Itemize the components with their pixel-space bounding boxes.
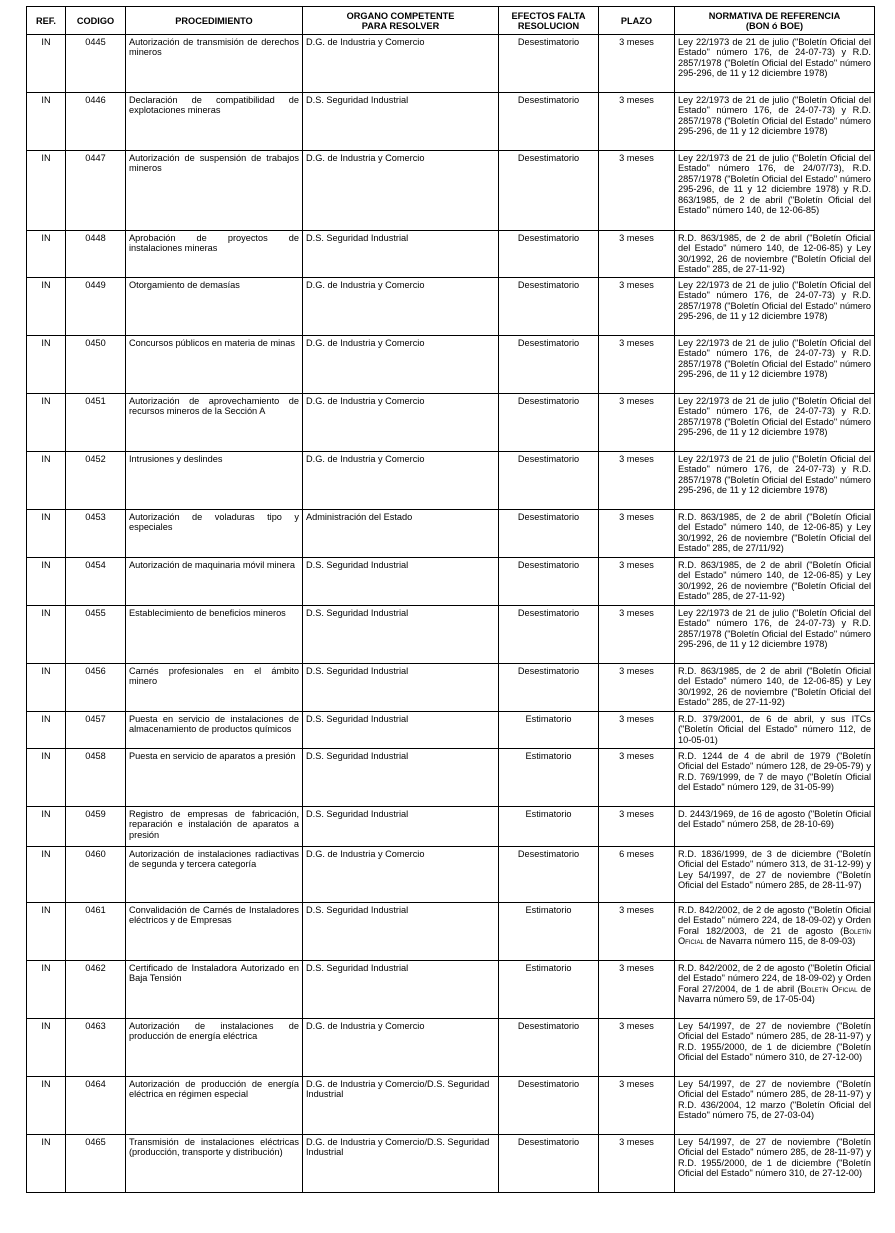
cell-plazo: 3 meses — [599, 510, 675, 558]
cell-organo: D.S. Seguridad Industrial — [303, 807, 499, 847]
cell-efectos: Desestimatorio — [499, 1077, 599, 1135]
cell-codigo: 0457 — [66, 712, 126, 749]
cell-normativa: Ley 22/1973 de 21 de julio ("Boletín Oficial del Estado" número 176, de 24-07-73) y R.D. 2857/1978 ("Boletín Oficial del Estado" número 295-296, de 11 y 12 diciembre 1978) — [675, 394, 875, 452]
cell-ref: IN — [27, 558, 66, 606]
cell-plazo: 3 meses — [599, 1077, 675, 1135]
cell-procedimiento: Autorización de suspensión de trabajos mineros — [126, 151, 303, 231]
cell-codigo: 0465 — [66, 1135, 126, 1193]
cell-organo: D.G. de Industria y Comercio — [303, 452, 499, 510]
cell-normativa: D. 2443/1969, de 16 de agosto ("Boletín Oficial del Estado" número 258, de 28-10-69) — [675, 807, 875, 847]
cell-procedimiento: Autorización de maquinaria móvil minera — [126, 558, 303, 606]
table-row — [27, 231, 875, 278]
header-plazo: PLAZO — [599, 7, 675, 35]
cell-codigo: 0454 — [66, 558, 126, 606]
header-efectos-line1: EFECTOS FALTA — [511, 10, 586, 21]
cell-codigo: 0462 — [66, 961, 126, 1019]
cell-normativa: Ley 22/1973 de 21 de julio ("Boletín Oficial del Estado" número 176, de 24/07/73), R.D. 2857/1978 ("Boletín Oficial del Estado" número 295-296, de 11 y 12 diciembre 1978) y R.D. 863/1985, de 2 de abril ("Boletín Oficial del Estado" número 140, de 12-06-85) — [675, 151, 875, 231]
cell-efectos: Desestimatorio — [499, 1019, 599, 1077]
cell-ref: IN — [27, 606, 66, 664]
cell-organo: D.G. de Industria y Comercio — [303, 151, 499, 231]
cell-codigo: 0447 — [66, 151, 126, 231]
cell-codigo: 0450 — [66, 336, 126, 394]
cell-plazo: 3 meses — [599, 93, 675, 151]
cell-efectos: Desestimatorio — [499, 93, 599, 151]
cell-procedimiento: Transmisión de instalaciones eléctricas (producción, transporte y distribución) — [126, 1135, 303, 1193]
table-row — [27, 961, 875, 1019]
cell-normativa: R.D. 1244 de 4 de abril de 1979 ("Boletín Oficial del Estado" número 128, de 29-05-79) y R.D. 769/1999, de 7 de mayo ("Boletín Oficial del Estado" número 129, de 31-05-99) — [675, 749, 875, 807]
table-row — [27, 1019, 875, 1077]
cell-ref: IN — [27, 278, 66, 336]
cell-codigo: 0446 — [66, 93, 126, 151]
cell-codigo: 0445 — [66, 35, 126, 93]
cell-ref: IN — [27, 961, 66, 1019]
header-normativa — [675, 7, 875, 35]
cell-plazo: 3 meses — [599, 903, 675, 961]
cell-efectos: Desestimatorio — [499, 231, 599, 278]
header-procedimiento: PROCEDIMIENTO — [126, 7, 303, 35]
cell-procedimiento: Autorización de voladuras tipo y especiales — [126, 510, 303, 558]
table-row — [27, 712, 875, 749]
cell-procedimiento: Autorización de aprovechamiento de recursos mineros de la Sección A — [126, 394, 303, 452]
normativa-text: de Navarra número 115, de 8-09-03) — [703, 936, 856, 947]
cell-ref: IN — [27, 807, 66, 847]
cell-normativa: Ley 22/1973 de 21 de julio ("Boletín Oficial del Estado" número 176, de 24-07-73) y R.D. 2857/1978 ("Boletín Oficial del Estado" número 295-296, de 11 y 12 diciembre 1978) — [675, 336, 875, 394]
cell-efectos: Desestimatorio — [499, 606, 599, 664]
cell-procedimiento: Convalidación de Carnés de Instaladores eléctricos y de Empresas — [126, 903, 303, 961]
cell-ref: IN — [27, 847, 66, 903]
header-normativa-line1: NORMATIVA DE REFERENCIA — [708, 10, 841, 21]
cell-organo: Administración del Estado — [303, 510, 499, 558]
procedures-table — [26, 6, 875, 1193]
cell-organo: D.S. Seguridad Industrial — [303, 712, 499, 749]
table-row — [27, 558, 875, 606]
cell-plazo: 3 meses — [599, 807, 675, 847]
cell-codigo: 0453 — [66, 510, 126, 558]
normativa-text: de Navarra número 59, de 17-05-04) — [678, 983, 871, 1005]
cell-organo: D.G. de Industria y Comercio — [303, 278, 499, 336]
cell-normativa: Ley 54/1997, de 27 de noviembre ("Boletín Oficial del Estado" número 285, de 28-11-97) y R.D. 436/2004, 12 marzo ("Boletín Oficial del Estado" número 75, de 27-03-04) — [675, 1077, 875, 1135]
cell-efectos: Desestimatorio — [499, 558, 599, 606]
cell-plazo: 3 meses — [599, 231, 675, 278]
cell-plazo: 3 meses — [599, 394, 675, 452]
header-organo-line2: PARA RESOLVER — [361, 20, 440, 31]
cell-ref: IN — [27, 1077, 66, 1135]
cell-efectos: Desestimatorio — [499, 664, 599, 712]
cell-ref: IN — [27, 749, 66, 807]
cell-normativa: R.D. 863/1985, de 2 de abril ("Boletín Oficial del Estado" número 140, de 12-06-85) y Ley 30/1992, 26 de noviembre ("Boletín Oficial del Estado" 285, de 27-11-92) — [675, 231, 875, 278]
cell-procedimiento: Autorización de instalaciones de producción de energía eléctrica — [126, 1019, 303, 1077]
cell-codigo: 0460 — [66, 847, 126, 903]
cell-normativa: R.D. 379/2001, de 6 de abril, y sus ITCs ("Boletín Oficial del Estado" número 112, de 10-05-01) — [675, 712, 875, 749]
table-row — [27, 1135, 875, 1193]
cell-normativa: R.D. 863/1985, de 2 de abril ("Boletín Oficial del Estado" número 140, de 12-06-85) y Ley 30/1992, 26 de noviembre ("Boletín Oficial del Estado" 285, de 27/11/92) — [675, 510, 875, 558]
cell-plazo: 6 meses — [599, 847, 675, 903]
cell-codigo: 0459 — [66, 807, 126, 847]
cell-ref: IN — [27, 231, 66, 278]
cell-ref: IN — [27, 151, 66, 231]
cell-ref: IN — [27, 336, 66, 394]
cell-plazo: 3 meses — [599, 749, 675, 807]
cell-procedimiento: Autorización de transmisión de derechos mineros — [126, 35, 303, 93]
cell-procedimiento: Intrusiones y deslindes — [126, 452, 303, 510]
normativa-text: R.D. 842/2002, de 2 de agosto ("Boletín Oficial del Estado" número 224, de 18-09-02) y Orden Foral 182/2003, de 21 de agosto ( — [678, 905, 871, 936]
cell-efectos: Desestimatorio — [499, 336, 599, 394]
cell-efectos: Estimatorio — [499, 807, 599, 847]
cell-ref: IN — [27, 664, 66, 712]
cell-procedimiento: Autorización de instalaciones radiactivas de segunda y tercera categoría — [126, 847, 303, 903]
cell-efectos: Desestimatorio — [499, 452, 599, 510]
cell-efectos: Desestimatorio — [499, 35, 599, 93]
cell-normativa: Ley 22/1973 de 21 de julio ("Boletín Oficial del Estado" número 176, de 24-07-73) y R.D. 2857/1978 ("Boletín Oficial del Estado" número 295-296, de 11 y 12 diciembre 1978) — [675, 452, 875, 510]
cell-codigo: 0448 — [66, 231, 126, 278]
normativa-bon-label: Boletín Oficial — [800, 983, 858, 994]
cell-plazo: 3 meses — [599, 35, 675, 93]
cell-organo: D.G. de Industria y Comercio/D.S. Seguridad Industrial — [303, 1135, 499, 1193]
cell-plazo: 3 meses — [599, 336, 675, 394]
table-row — [27, 664, 875, 712]
table-row — [27, 278, 875, 336]
cell-codigo: 0461 — [66, 903, 126, 961]
cell-efectos: Estimatorio — [499, 749, 599, 807]
cell-procedimiento: Establecimiento de beneficios mineros — [126, 606, 303, 664]
cell-normativa — [675, 903, 875, 961]
cell-efectos: Desestimatorio — [499, 510, 599, 558]
cell-efectos: Desestimatorio — [499, 151, 599, 231]
table-header-row — [27, 7, 875, 35]
cell-codigo: 0451 — [66, 394, 126, 452]
cell-normativa: Ley 22/1973 de 21 de julio ("Boletín Oficial del Estado" número 176, de 24-07-73) y R.D. 2857/1978 ("Boletín Oficial del Estado" número 295-296, de 11 y 12 diciembre 1978) — [675, 35, 875, 93]
table-row — [27, 1077, 875, 1135]
header-efectos-line2: RESOLUCION — [517, 20, 580, 31]
cell-organo: D.S. Seguridad Industrial — [303, 749, 499, 807]
cell-normativa: Ley 22/1973 de 21 de julio ("Boletín Oficial del Estado" número 176, de 24-07-73) y R.D. 2857/1978 ("Boletín Oficial del Estado" número 295-296, de 11 y 12 diciembre 1978) — [675, 278, 875, 336]
cell-codigo: 0463 — [66, 1019, 126, 1077]
cell-efectos: Estimatorio — [499, 712, 599, 749]
cell-procedimiento: Aprobación de proyectos de instalaciones mineras — [126, 231, 303, 278]
cell-efectos: Desestimatorio — [499, 278, 599, 336]
normativa-text: R.D. 842/2002, de 2 de agosto ("Boletín Oficial del Estado" número 224, de 18-09-02) y Orden Foral 27/2004, de 1 de abril ( — [678, 963, 871, 994]
table-row — [27, 452, 875, 510]
cell-codigo: 0456 — [66, 664, 126, 712]
table-row — [27, 93, 875, 151]
cell-normativa: Ley 22/1973 de 21 de julio ("Boletín Oficial del Estado" número 176, de 24-07-73) y R.D. 2857/1978 ("Boletín Oficial del Estado" número 295-296, de 11 y 12 diciembre 1978) — [675, 606, 875, 664]
cell-organo: D.G. de Industria y Comercio — [303, 847, 499, 903]
cell-plazo: 3 meses — [599, 1019, 675, 1077]
table-row — [27, 394, 875, 452]
table-row — [27, 807, 875, 847]
table-row — [27, 336, 875, 394]
header-ref: REF. — [27, 7, 66, 35]
cell-ref: IN — [27, 35, 66, 93]
cell-ref: IN — [27, 394, 66, 452]
cell-plazo: 3 meses — [599, 278, 675, 336]
cell-procedimiento: Puesta en servicio de aparatos a presión — [126, 749, 303, 807]
cell-organo: D.G. de Industria y Comercio/D.S. Seguridad Industrial — [303, 1077, 499, 1135]
cell-plazo: 3 meses — [599, 712, 675, 749]
cell-efectos: Desestimatorio — [499, 1135, 599, 1193]
cell-normativa: Ley 54/1997, de 27 de noviembre ("Boletín Oficial del Estado" número 285, de 28-11-97) y R.D. 1955/2000, de 1 de diciembre ("Boletín Oficial del Estado" número 310, de 27-12-00) — [675, 1019, 875, 1077]
header-efectos — [499, 7, 599, 35]
cell-plazo: 3 meses — [599, 558, 675, 606]
table-row — [27, 903, 875, 961]
cell-procedimiento: Registro de empresas de fabricación, reparación e instalación de aparatos a presión — [126, 807, 303, 847]
cell-organo: D.G. de Industria y Comercio — [303, 35, 499, 93]
cell-organo: D.G. de Industria y Comercio — [303, 1019, 499, 1077]
cell-ref: IN — [27, 452, 66, 510]
table-row — [27, 35, 875, 93]
cell-ref: IN — [27, 903, 66, 961]
cell-organo: D.S. Seguridad Industrial — [303, 558, 499, 606]
cell-organo: D.G. de Industria y Comercio — [303, 394, 499, 452]
cell-procedimiento: Carnés profesionales en el ámbito minero — [126, 664, 303, 712]
cell-procedimiento: Certificado de Instaladora Autorizado en Baja Tensión — [126, 961, 303, 1019]
cell-ref: IN — [27, 712, 66, 749]
cell-organo: D.S. Seguridad Industrial — [303, 903, 499, 961]
cell-normativa: R.D. 863/1985, de 2 de abril ("Boletín Oficial del Estado" número 140, de 12-06-85) y Ley 30/1992, 26 de noviembre ("Boletín Oficial del Estado" 285, de 27-11-92) — [675, 558, 875, 606]
cell-codigo: 0449 — [66, 278, 126, 336]
cell-organo: D.G. de Industria y Comercio — [303, 336, 499, 394]
cell-organo: D.S. Seguridad Industrial — [303, 961, 499, 1019]
table-row — [27, 749, 875, 807]
cell-procedimiento: Declaración de compatibilidad de explotaciones mineras — [126, 93, 303, 151]
cell-organo: D.S. Seguridad Industrial — [303, 606, 499, 664]
cell-codigo: 0452 — [66, 452, 126, 510]
normativa-bon-label: Boletín Oficial — [678, 925, 871, 947]
cell-codigo: 0455 — [66, 606, 126, 664]
header-organo — [303, 7, 499, 35]
table-row — [27, 510, 875, 558]
header-organo-line1: ORGANO COMPETENTE — [346, 10, 455, 21]
cell-plazo: 3 meses — [599, 664, 675, 712]
cell-procedimiento: Otorgamiento de demasías — [126, 278, 303, 336]
cell-organo: D.S. Seguridad Industrial — [303, 664, 499, 712]
cell-plazo: 3 meses — [599, 961, 675, 1019]
cell-plazo: 3 meses — [599, 151, 675, 231]
header-normativa-line2: (BON ó BOE) — [745, 20, 804, 31]
cell-normativa: R.D. 863/1985, de 2 de abril ("Boletín Oficial del Estado" número 140, de 12-06-85) y Ley 30/1992, 26 de noviembre ("Boletín Oficial del Estado" 285, de 27-11-92) — [675, 664, 875, 712]
cell-plazo: 3 meses — [599, 452, 675, 510]
cell-normativa: R.D. 1836/1999, de 3 de diciembre ("Boletín Oficial del Estado" número 313, de 31-12-99) y Ley 54/1997, de 27 de noviembre ("Boletín Oficial del Estado" número 285, de 28-11-97) — [675, 847, 875, 903]
cell-procedimiento: Puesta en servicio de instalaciones de almacenamiento de productos químicos — [126, 712, 303, 749]
cell-normativa — [675, 961, 875, 1019]
table-row — [27, 847, 875, 903]
cell-ref: IN — [27, 1019, 66, 1077]
cell-normativa: Ley 22/1973 de 21 de julio ("Boletín Oficial del Estado" número 176, de 24-07-73) y R.D. 2857/1978 ("Boletín Oficial del Estado" número 295-296, de 11 y 12 diciembre 1978) — [675, 93, 875, 151]
cell-efectos: Desestimatorio — [499, 847, 599, 903]
cell-procedimiento: Concursos públicos en materia de minas — [126, 336, 303, 394]
cell-plazo: 3 meses — [599, 606, 675, 664]
cell-ref: IN — [27, 93, 66, 151]
cell-efectos: Desestimatorio — [499, 394, 599, 452]
table-row — [27, 151, 875, 231]
cell-ref: IN — [27, 1135, 66, 1193]
cell-organo: D.S. Seguridad Industrial — [303, 231, 499, 278]
cell-organo: D.S. Seguridad Industrial — [303, 93, 499, 151]
cell-efectos: Estimatorio — [499, 961, 599, 1019]
cell-normativa: Ley 54/1997, de 27 de noviembre ("Boletín Oficial del Estado" número 285, de 28-11-97) y R.D. 1955/2000, de 1 de diciembre ("Boletín Oficial del Estado" número 310, de 27-12-00) — [675, 1135, 875, 1193]
header-codigo: CODIGO — [66, 7, 126, 35]
cell-procedimiento: Autorización de producción de energía eléctrica en régimen especial — [126, 1077, 303, 1135]
cell-ref: IN — [27, 510, 66, 558]
cell-codigo: 0458 — [66, 749, 126, 807]
cell-plazo: 3 meses — [599, 1135, 675, 1193]
cell-efectos: Estimatorio — [499, 903, 599, 961]
table-row — [27, 606, 875, 664]
cell-codigo: 0464 — [66, 1077, 126, 1135]
